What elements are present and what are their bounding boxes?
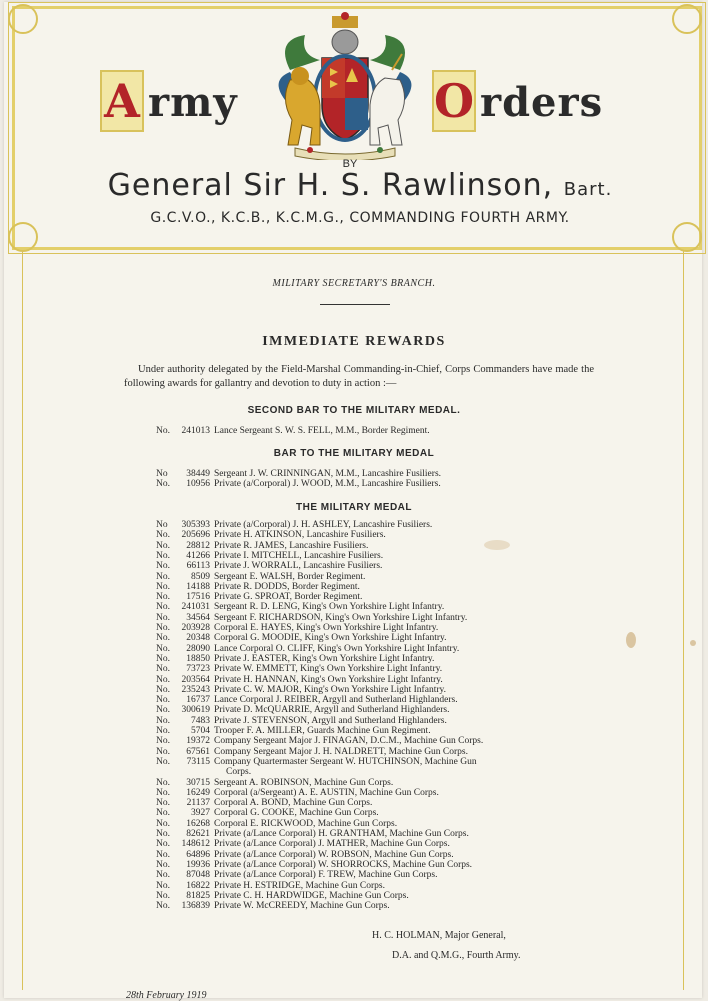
by-label: BY — [342, 158, 358, 170]
award-recipient: Private (a/Lance Corporal) H. GRANTHAM, Machine Gun Corps. — [214, 829, 469, 839]
award-recipient: Private C. W. MAJOR, King's Own Yorkshire Light Infantry. — [214, 684, 446, 695]
service-number: 10956 — [186, 479, 210, 490]
award-no-label: No. — [156, 798, 170, 809]
award-recipient: Corps. — [226, 767, 252, 778]
award-recipient: Lance Corporal J. REIBER, Argyll and Sutherland Highlanders. — [214, 695, 458, 706]
award-no-label: No. — [156, 787, 170, 798]
award-row — [156, 891, 409, 901]
commander-name — [40, 168, 680, 203]
award-recipient: Private J. EASTER, King's Own Yorkshire Light Infantry. — [214, 653, 435, 664]
service-number: 64896 — [186, 849, 210, 860]
award-no-label: No. — [156, 684, 170, 695]
paper-stain — [690, 640, 696, 646]
award-no-label: No. — [156, 859, 170, 870]
page-title: IMMEDIATE REWARDS — [262, 334, 446, 349]
award-row — [156, 644, 459, 654]
award-no-label: No. — [156, 901, 170, 912]
award-row — [156, 870, 438, 880]
award-no-label: No. — [156, 726, 170, 736]
signature-title: D.A. and Q.M.G., Fourth Army. — [392, 950, 521, 961]
branch-heading: MILITARY SECRETARY'S BRANCH. — [272, 278, 436, 289]
award-recipient: Corporal A. BOND, Machine Gun Corps. — [214, 798, 373, 809]
service-number: 136839 — [181, 901, 210, 912]
award-recipient: Private (a/Lance Corporal) W. SHORROCKS, Machine Gun Corps. — [214, 859, 473, 870]
award-row — [156, 602, 444, 612]
section-heading: THE MILITARY MEDAL — [295, 502, 413, 513]
service-number: 28812 — [186, 540, 210, 551]
award-row — [156, 530, 386, 540]
award-no-label: No. — [156, 653, 170, 664]
award-no-label: No. — [156, 880, 170, 891]
service-number: 16822 — [186, 880, 210, 891]
service-number: 14188 — [186, 581, 210, 592]
service-number: 30715 — [186, 777, 210, 788]
paper-stain — [626, 632, 636, 648]
service-number: 235243 — [181, 684, 210, 695]
award-no-label: No. — [156, 695, 170, 706]
service-number: 3927 — [191, 808, 210, 819]
award-no-label: No. — [156, 530, 170, 541]
award-no-label: No. — [156, 550, 170, 561]
service-number: 66113 — [186, 561, 210, 572]
award-no-label: No. — [156, 808, 170, 819]
award-recipient: Private J. STEVENSON, Argyll and Sutherland Highlanders. — [214, 715, 447, 726]
award-recipient: Sergeant R. D. LENG, King's Own Yorkshire Light Infantry. — [214, 602, 445, 613]
award-recipient: Lance Corporal O. CLIFF, King's Own Yorkshire Light Infantry. — [214, 643, 460, 654]
award-no-label: No. — [156, 715, 170, 726]
award-row — [156, 592, 362, 602]
award-no-label: No. — [156, 426, 170, 436]
award-no-label: No. — [156, 664, 170, 675]
title-word-army-rest: rmy — [148, 79, 238, 126]
title-word-orders — [432, 70, 603, 132]
award-no-label: No. — [156, 746, 170, 757]
service-number: 148612 — [181, 839, 210, 850]
award-recipient: Corporal G. COOKE, Machine Gun Corps. — [214, 808, 379, 819]
award-no-label: No — [156, 469, 168, 479]
service-number: 8509 — [191, 571, 210, 582]
signature-name: H. C. HOLMAN, Major General, — [372, 930, 506, 941]
award-no-label: No. — [156, 612, 170, 623]
award-recipient: Sergeant J. W. CRINNINGAN, M.M., Lancashire Fusiliers. — [214, 469, 442, 479]
award-recipient: Corporal G. MOODIE, King's Own Yorkshire Light Infantry. — [214, 633, 447, 644]
service-number: 7483 — [191, 715, 210, 726]
award-row — [156, 788, 439, 798]
award-recipient: Private G. SPROAT, Border Regiment. — [214, 592, 363, 603]
award-row — [156, 850, 454, 860]
award-row — [156, 819, 397, 829]
initial-a: A — [100, 70, 144, 132]
award-recipient: Trooper F. A. MILLER, Guards Machine Gun Regiment. — [214, 726, 431, 736]
document-date: 28th February 1919 — [126, 990, 207, 1001]
award-recipient: Company Quartermaster Sergeant W. HUTCHINSON, Machine Gun — [214, 756, 477, 767]
award-row — [156, 541, 368, 551]
award-row — [156, 839, 450, 849]
award-row — [156, 685, 446, 695]
award-recipient: Lance Sergeant S. W. S. FELL, M.M., Border Regiment. — [214, 426, 430, 436]
award-recipient: Private J. WORRALL, Lancashire Fusiliers. — [214, 561, 383, 572]
award-row — [156, 561, 382, 571]
award-no-label: No. — [156, 581, 170, 592]
award-recipient: Private W. EMMETT, King's Own Yorkshire Light Infantry. — [214, 664, 443, 675]
service-number: 20348 — [186, 633, 210, 644]
award-row — [156, 716, 447, 726]
award-no-label: No. — [156, 540, 170, 551]
service-number: 21137 — [186, 798, 210, 809]
service-number: 82621 — [186, 829, 210, 839]
award-recipient: Sergeant A. ROBINSON, Machine Gun Corps. — [214, 777, 394, 788]
corner-ornament-br — [672, 222, 702, 252]
award-no-label: No. — [156, 602, 170, 613]
commander-honours: G.C.V.O., K.C.B., K.C.M.G., COMMANDING FOURTH ARMY. — [150, 210, 570, 226]
award-recipient: Private R. DODDS, Border Regiment. — [214, 581, 360, 592]
award-no-label: No. — [156, 705, 170, 716]
award-recipient: Private (a/Lance Corporal) J. MATHER, Machine Gun Corps. — [214, 839, 450, 850]
service-number: 241013 — [181, 426, 210, 436]
award-no-label: No. — [156, 643, 170, 654]
award-no-label: No. — [156, 829, 170, 839]
service-number: 305393 — [181, 520, 210, 530]
award-no-label: No. — [156, 571, 170, 582]
service-number: 205696 — [181, 530, 210, 541]
award-row — [156, 881, 385, 891]
service-number: 38449 — [186, 469, 210, 479]
section-heading: BAR TO THE MILITARY MEDAL — [273, 448, 435, 459]
service-number: 16268 — [186, 818, 210, 829]
award-recipient: Private (a/Lance Corporal) W. ROBSON, Machine Gun Corps. — [214, 849, 454, 860]
award-row — [156, 520, 432, 530]
award-row — [156, 726, 431, 736]
service-number: 73115 — [186, 756, 210, 767]
award-row — [156, 664, 442, 674]
right-border-line — [683, 250, 684, 990]
award-row — [156, 469, 441, 479]
service-number: 16737 — [186, 695, 210, 706]
service-number: 203928 — [181, 623, 210, 633]
award-recipient: Private C. H. HARDWIDGE, Machine Gun Corps. — [214, 890, 409, 901]
service-number: 241031 — [181, 602, 210, 613]
award-row — [156, 808, 379, 818]
award-recipient: Private H. ESTRIDGE, Machine Gun Corps. — [214, 880, 385, 891]
royal-coat-of-arms-icon — [270, 10, 420, 160]
award-recipient: Company Sergeant Major J. FINAGAN, D.C.M., Machine Gun Corps. — [214, 736, 484, 747]
award-row — [156, 829, 469, 839]
commander-name-main: General Sir H. S. Rawlinson, — [107, 168, 554, 203]
award-recipient: Company Sergeant Major J. H. NALDRETT, Machine Gun Corps. — [214, 746, 468, 757]
award-no-label: No. — [156, 592, 170, 603]
award-no-label: No. — [156, 756, 170, 767]
award-recipient: Private R. JAMES, Lancashire Fusiliers. — [214, 540, 369, 551]
award-row — [226, 767, 251, 777]
title-word-army — [100, 70, 238, 132]
award-recipient: Sergeant F. RICHARDSON, King's Own Yorkshire Light Infantry. — [214, 612, 468, 623]
title-word-orders-rest: rders — [480, 79, 604, 126]
award-no-label: No. — [156, 674, 170, 685]
award-no-label: No. — [156, 736, 170, 747]
service-number: 87048 — [186, 870, 210, 881]
paper-stain — [484, 540, 510, 550]
award-row — [156, 675, 443, 685]
award-row — [156, 479, 441, 489]
award-no-label: No. — [156, 818, 170, 829]
award-row — [156, 757, 477, 767]
service-number: 41266 — [186, 550, 210, 561]
service-number: 16249 — [186, 787, 210, 798]
left-border-line — [22, 250, 23, 990]
award-recipient: Private I. MITCHELL, Lancashire Fusiliers. — [214, 550, 384, 561]
award-recipient: Private H. ATKINSON, Lancashire Fusiliers. — [214, 530, 386, 541]
section-heading: SECOND BAR TO THE MILITARY MEDAL. — [247, 405, 461, 416]
award-recipient: Private H. HANNAN, King's Own Yorkshire Light Infantry. — [214, 674, 443, 685]
award-no-label: No — [156, 520, 168, 530]
service-number: 67561 — [186, 746, 210, 757]
award-no-label: No. — [156, 890, 170, 901]
service-number: 18850 — [186, 653, 210, 664]
award-recipient: Sergeant E. WALSH, Border Regiment. — [214, 571, 366, 582]
award-no-label: No. — [156, 561, 170, 572]
award-row — [156, 633, 447, 643]
award-row — [156, 572, 365, 582]
service-number: 19372 — [186, 736, 210, 747]
award-recipient: Private (a/Corporal) J. WOOD, M.M., Lancashire Fusiliers. — [214, 479, 441, 490]
award-row — [156, 747, 468, 757]
initial-o: O — [432, 70, 476, 132]
award-no-label: No. — [156, 623, 170, 633]
award-recipient: Private (a/Lance Corporal) F. TREW, Machine Gun Corps. — [214, 870, 438, 881]
award-recipient: Private D. McQUARRIE, Argyll and Sutherland Highlanders. — [214, 705, 450, 716]
award-row — [156, 901, 390, 911]
service-number: 5704 — [191, 726, 210, 736]
award-recipient: Corporal (a/Sergeant) A. E. AUSTIN, Machine Gun Corps. — [214, 787, 439, 798]
award-row — [156, 426, 430, 436]
service-number: 203564 — [181, 674, 210, 685]
intro-paragraph: Under authority delegated by the Field-Marshal Commanding-in-Chief, Corps Commanders have made the following awards for gallantry and devotion to duty in action :— — [124, 364, 594, 389]
award-recipient: Corporal E. HAYES, King's Own Yorkshire Light Infantry. — [214, 623, 439, 633]
award-row — [156, 798, 372, 808]
award-no-label: No. — [156, 849, 170, 860]
award-no-label: No. — [156, 839, 170, 850]
award-no-label: No. — [156, 633, 170, 644]
divider-rule — [320, 304, 390, 305]
award-row — [156, 695, 458, 705]
award-row — [156, 705, 449, 715]
service-number: 19936 — [186, 859, 210, 870]
award-no-label: No. — [156, 777, 170, 788]
service-number: 81825 — [186, 890, 210, 901]
corner-ornament-bl — [8, 222, 38, 252]
service-number: 28090 — [186, 643, 210, 654]
award-row — [156, 623, 438, 633]
award-row — [156, 551, 383, 561]
corner-ornament-tr — [672, 4, 702, 34]
award-no-label: No. — [156, 870, 170, 881]
award-row — [156, 860, 472, 870]
award-row — [156, 582, 360, 592]
service-number: 17516 — [186, 592, 210, 603]
award-no-label: No. — [156, 479, 170, 490]
commander-name-bart: Bart. — [563, 179, 613, 200]
corner-ornament-tl — [8, 4, 38, 34]
award-recipient: Corporal E. RICKWOOD, Machine Gun Corps. — [214, 818, 398, 829]
service-number: 73723 — [186, 664, 210, 675]
award-row — [156, 778, 393, 788]
award-recipient: Private W. McCREEDY, Machine Gun Corps. — [214, 901, 390, 912]
award-row — [156, 613, 467, 623]
award-row — [156, 736, 483, 746]
service-number: 300619 — [181, 705, 210, 716]
award-row — [156, 654, 434, 664]
award-recipient: Private (a/Corporal) J. H. ASHLEY, Lancashire Fusiliers. — [214, 520, 433, 530]
service-number: 34564 — [186, 612, 210, 623]
